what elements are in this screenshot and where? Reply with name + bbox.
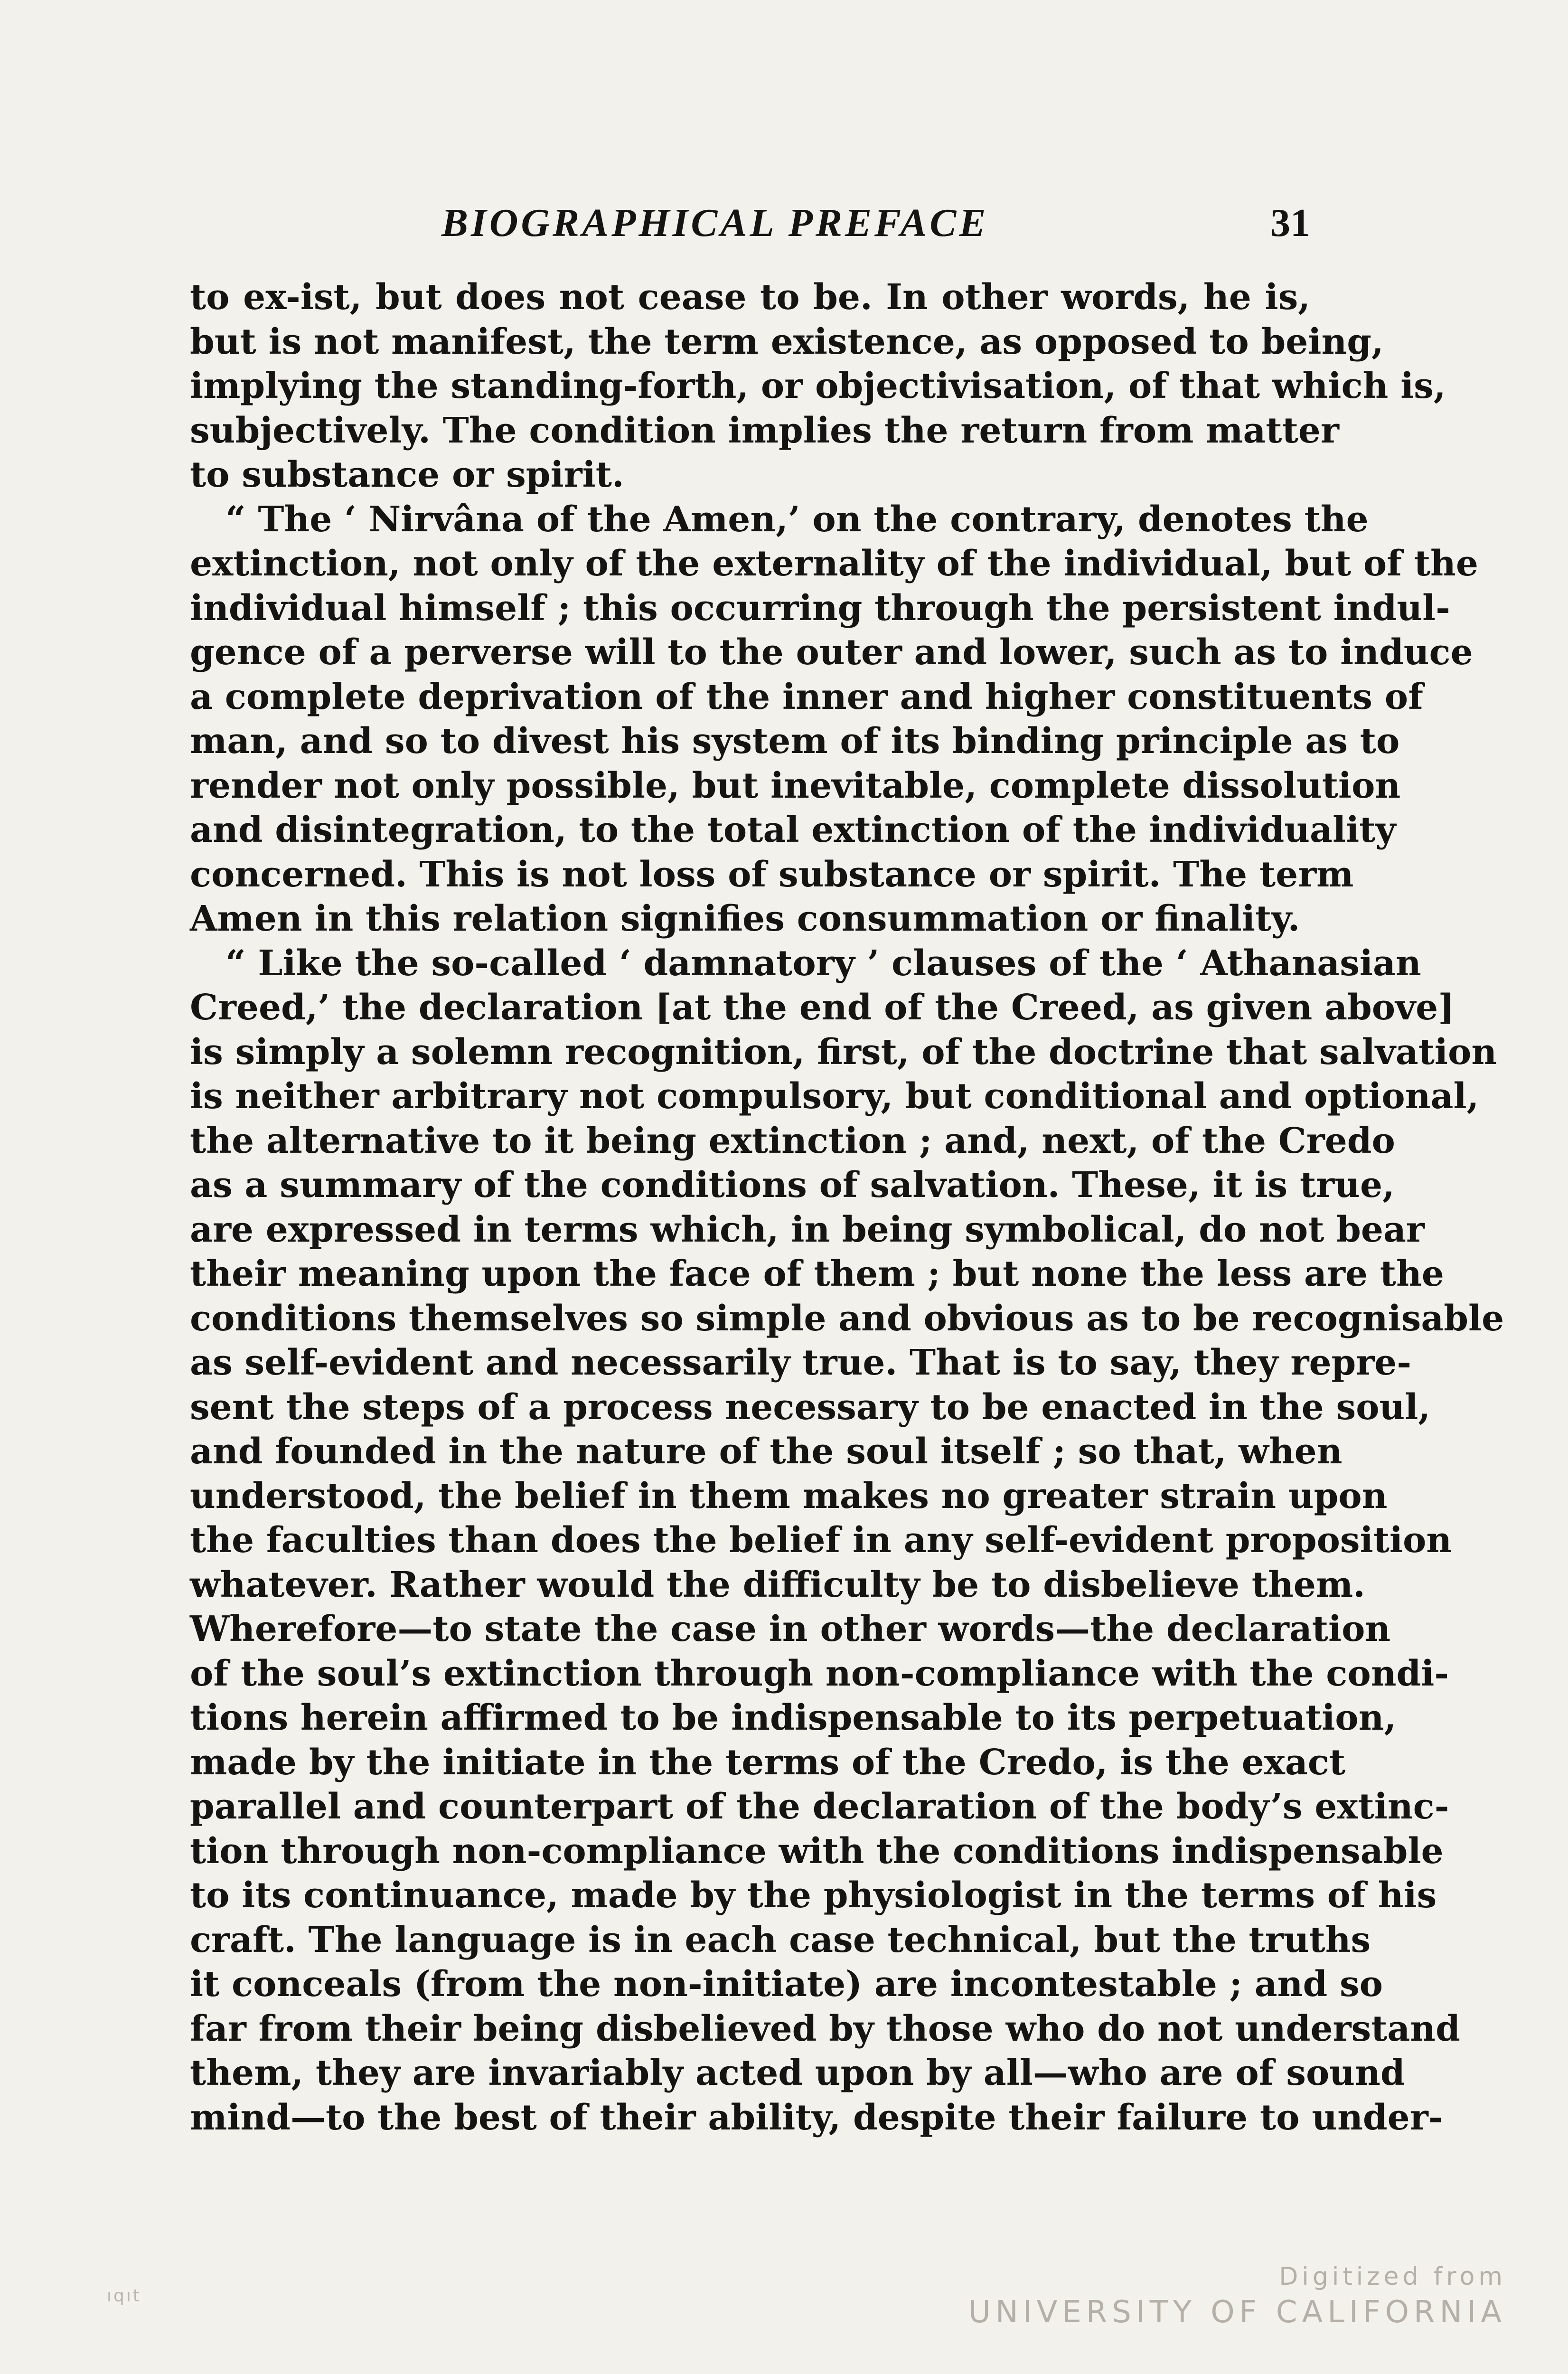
footer-mark: ıqıt <box>107 2286 141 2306</box>
text-line: as self-evident and necessarily true. That is to say, they repre- <box>190 1342 1412 1383</box>
page-header <box>190 190 1310 256</box>
text-line: to ex-ist, but does not cease to be. In other words, he is, <box>190 277 1310 318</box>
text-line: them, they are invariably acted upon by all—who are of sound <box>190 2053 1405 2093</box>
text-line: tions herein affirmed to be indispensable to its perpetuation, <box>190 1697 1397 1738</box>
text-line: far from their being disbelieved by those who do not understand <box>190 2008 1460 2049</box>
text-line: is simply a solemn recognition, first, of the doctrine that salvation <box>190 1031 1497 1073</box>
text-line: tion through non-compliance with the conditions indispensable <box>190 1830 1444 1872</box>
running-title: BIOGRAPHICAL PREFACE <box>441 201 989 245</box>
text-line: to its continuance, made by the physiologist in the terms of his <box>190 1875 1437 1916</box>
text-line: and disintegration, to the total extinction of the individuality <box>190 810 1396 850</box>
body-text <box>190 275 1504 2140</box>
text-line: it conceals (from the non-initiate) are incontestable ; and so <box>190 1964 1383 2005</box>
text-line: understood, the belief in them makes no greater strain upon <box>190 1475 1388 1517</box>
text-line: individual himself ; this occurring through the persistent indul- <box>190 587 1450 629</box>
text-line: the alternative to it being extinction ; and, next, of the Credo <box>190 1120 1395 1161</box>
text-line: “ The ‘ Nirvâna of the Amen,’ on the contrary, denotes the <box>225 499 1369 540</box>
text-line: Amen in this relation signifies consummation or finality. <box>190 898 1300 939</box>
text-line: but is not manifest, the term existence, as opposed to being, <box>190 321 1384 362</box>
text-line: whatever. Rather would the difficulty be to disbelieve them. <box>190 1564 1365 1605</box>
watermark-top: Digitized from <box>1279 2262 1506 2291</box>
text-line: are expressed in terms which, in being symbolical, do not bear <box>190 1209 1425 1250</box>
text-line: the faculties than does the belief in any self-evident proposition <box>190 1520 1452 1561</box>
page-number: 31 <box>1270 201 1310 245</box>
library-watermark <box>968 2260 1506 2331</box>
text-line: parallel and counterpart of the declaration of the body’s extinc- <box>190 1786 1449 1827</box>
text-line: sent the steps of a process necessary to be enacted in the soul, <box>190 1386 1431 1428</box>
text-line: Wherefore—to state the case in other words—the declaration <box>190 1609 1391 1649</box>
text-line: conditions themselves so simple and obvious as to be recognisable <box>190 1298 1504 1339</box>
text-line: and founded in the nature of the soul itself ; so that, when <box>190 1431 1343 1472</box>
text-line: as a summary of the conditions of salvation. These, it is true, <box>190 1165 1395 1206</box>
text-line: “ Like the so-called ‘ damnatory ’ clauses of the ‘ Athanasian <box>225 942 1421 984</box>
text-line: implying the standing-forth, or objectivisation, of that which is, <box>190 366 1446 406</box>
text-line: of the soul’s extinction through non-compliance with the condi- <box>190 1653 1449 1694</box>
text-line: their meaning upon the face of them ; but none the less are the <box>190 1253 1444 1294</box>
text-line: render not only possible, but inevitable, complete dissolution <box>190 765 1401 806</box>
text-line: a complete deprivation of the inner and higher constituents of <box>190 676 1423 717</box>
text-line: is neither arbitrary not compulsory, but conditional and optional, <box>190 1076 1479 1117</box>
text-line: gence of a perverse will to the outer and lower, such as to induce <box>190 632 1473 673</box>
text-line: concerned. This is not loss of substance or spirit. The term <box>190 854 1354 895</box>
text-line: man, and so to divest his system of its binding principle as to <box>190 721 1400 762</box>
text-line: to substance or spirit. <box>190 454 624 495</box>
text-line: made by the initiate in the terms of the Credo, is the exact <box>190 1742 1346 1783</box>
text-line: craft. The language is in each case technical, but the truths <box>190 1919 1371 1960</box>
text-line: extinction, not only of the externality of the individual, but of the <box>190 543 1478 584</box>
text-line: mind—to the best of their ability, despite their failure to under- <box>190 2097 1443 2138</box>
text-line: Creed,’ the declaration [at the end of the Creed, as given above] <box>190 987 1455 1028</box>
watermark-bottom: UNIVERSITY OF CALIFORNIA <box>968 2295 1506 2330</box>
text-line: subjectively. The condition implies the return from matter <box>190 410 1339 451</box>
